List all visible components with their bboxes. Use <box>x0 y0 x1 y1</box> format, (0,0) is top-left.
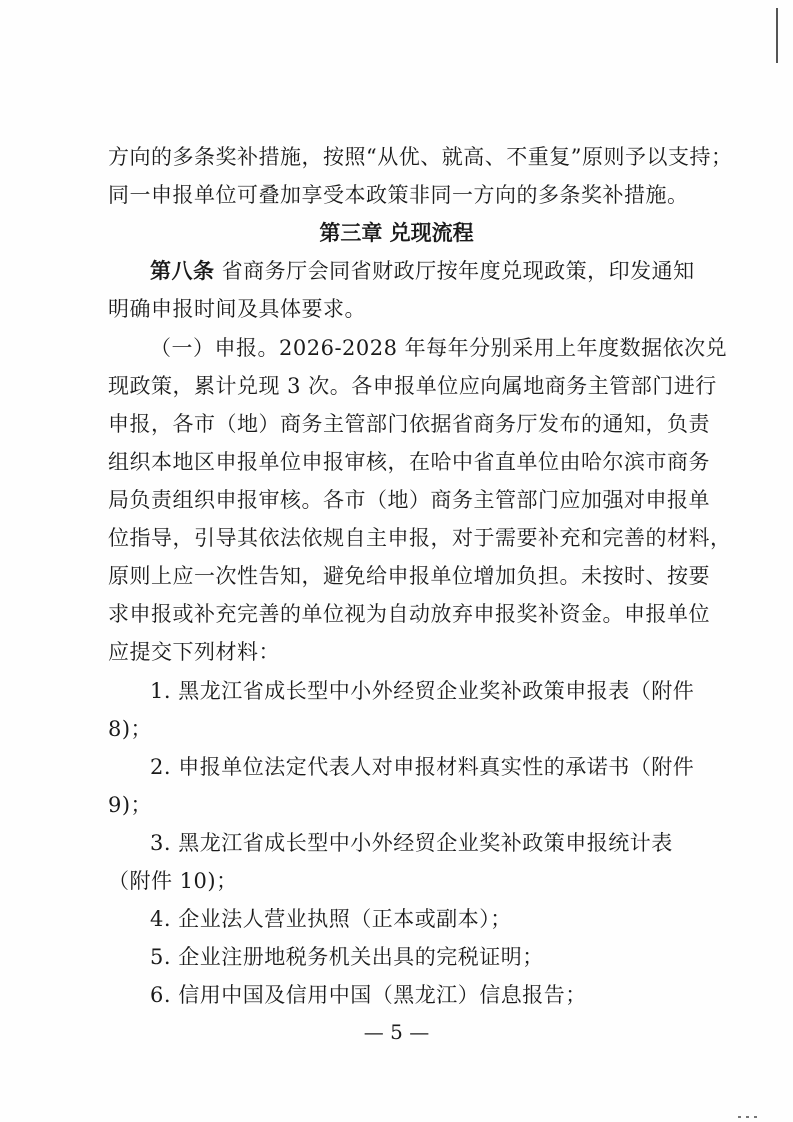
article-label: 第八条 <box>150 259 215 283</box>
scan-edge-mark <box>776 8 778 63</box>
body-line: （一）申报。2026-2028 年每年分别采用上年度数据依次兑 <box>150 336 728 360</box>
body-line: 现政策，累计兑现 3 次。各申报单位应向属地商务主管部门进行 <box>108 374 717 398</box>
body-line: 应提交下列材料： <box>108 640 280 664</box>
chapter-heading: 第三章 兑现流程 <box>319 221 474 245</box>
list-item: 3. 黑龙江省成长型中小外经贸企业奖补政策申报统计表 <box>150 831 673 855</box>
list-item: 1. 黑龙江省成长型中小外经贸企业奖补政策申报表（附件 <box>150 679 695 703</box>
list-item: 4. 企业法人营业执照（正本或副本）； <box>150 907 512 931</box>
list-item: 5. 企业注册地税务机关出具的完税证明； <box>150 945 544 969</box>
article-line <box>150 256 695 286</box>
scan-edge-mark <box>738 1116 741 1118</box>
body-line: 组织本地区申报单位申报审核，在哈中省直单位由哈尔滨市商务 <box>108 450 710 474</box>
body-line: 局负责组织申报审核。各市（地）商务主管部门应加强对申报单 <box>108 488 710 512</box>
scan-edge-mark <box>746 1116 749 1118</box>
article-text: 省商务厅会同省财政厅按年度兑现政策，印发通知 <box>214 259 695 283</box>
scan-edge-mark <box>754 1116 757 1118</box>
list-item: 6. 信用中国及信用中国（黑龙江）信息报告； <box>150 983 587 1007</box>
body-line: 明确申报时间及具体要求。 <box>108 297 366 321</box>
page-number: — 5 — <box>363 1020 430 1044</box>
list-item-cont: （附件 10)； <box>108 869 238 893</box>
body-line: 方向的多条奖补措施，按照“从优、就高、不重复”原则予以支持； <box>108 145 733 169</box>
body-line: 同一申报单位可叠加享受本政策非同一方向的多条奖补措施。 <box>108 183 689 207</box>
body-line: 申报，各市（地）商务主管部门依据省商务厅发布的通知，负责 <box>108 412 710 436</box>
body-line: 求申报或补充完善的单位视为自动放弃申报奖补资金。申报单位 <box>108 602 710 626</box>
list-item-cont: 9)； <box>108 793 153 817</box>
list-item-cont: 8)； <box>108 717 153 741</box>
body-line: 原则上应一次性告知，避免给申报单位增加负担。未按时、按要 <box>108 564 710 588</box>
list-item: 2. 申报单位法定代表人对申报材料真实性的承诺书（附件 <box>150 755 695 779</box>
body-line: 位指导，引导其依法依规自主申报，对于需要补充和完善的材料， <box>108 526 732 550</box>
